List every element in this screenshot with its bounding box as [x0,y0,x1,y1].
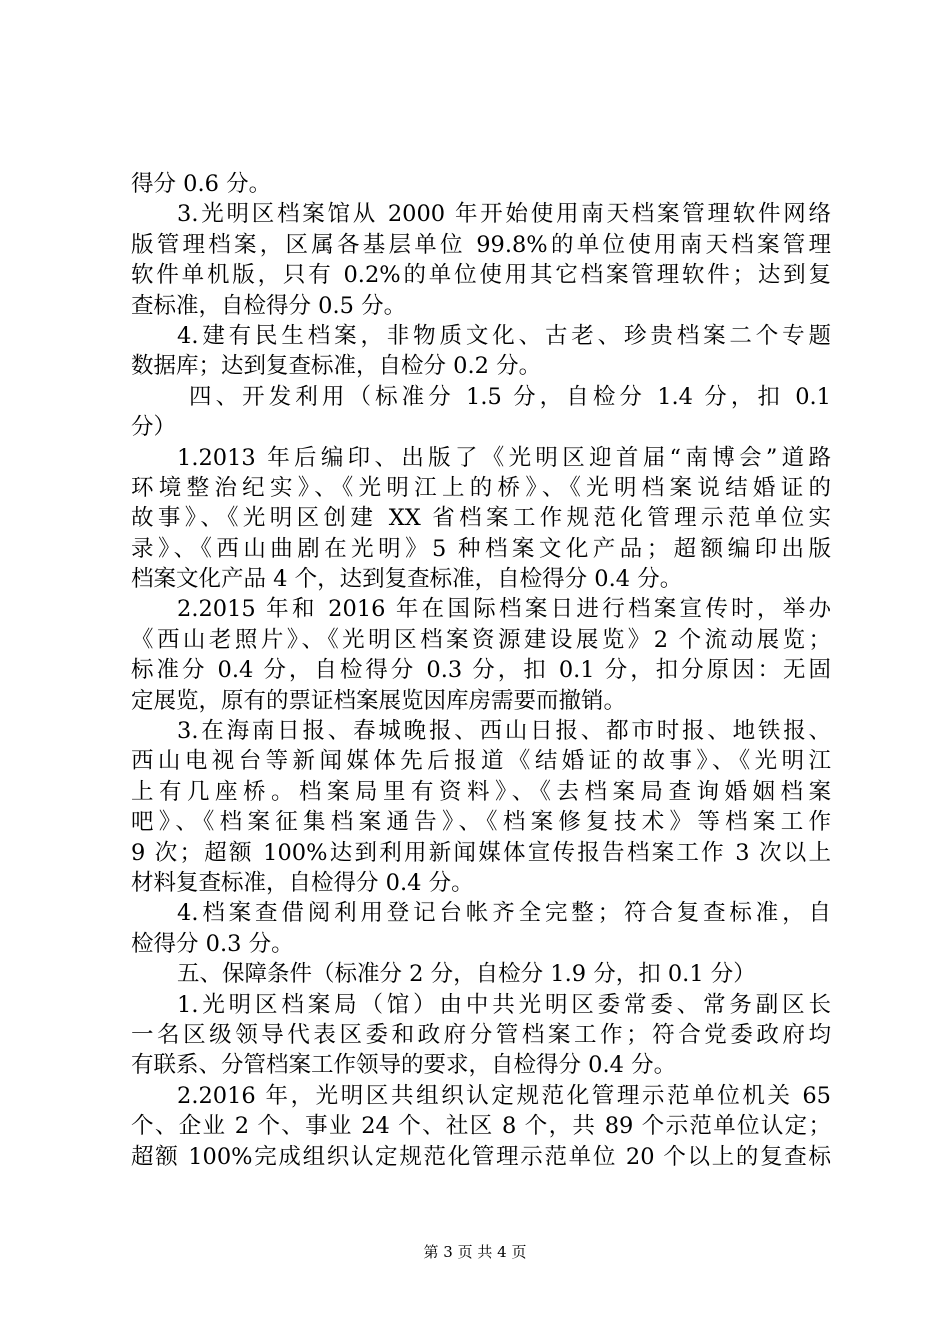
document-body [131,169,831,1172]
text-line: 档案文化产品 4 个，达到复查标准，自检得分 0.4 分。 [131,566,683,593]
text-line: 有联系、分管档案工作领导的要求，自检得分 0.4 分。 [131,1052,677,1079]
text-line: 4.档案查借阅利用登记台帐齐全完整；符合复查标准，自 [177,900,831,927]
text-line: 数据库；达到复查标准，自检分 0.2 分。 [131,353,542,380]
text-line: 3.在海南日报、春城晚报、西山日报、都市时报、地铁报、 [177,718,831,745]
text-line: 软件单机版，只有 0.2%的单位使用其它档案管理软件；达到复 [131,262,831,289]
text-line: 分） [131,414,177,441]
text-line: 个、企业 2 个、事业 24 个、社区 8 个，共 89 个示范单位认定； [131,1113,831,1140]
text-line: 四、开发利用（标准分 1.5 分，自检分 1.4 分，扣 0.1 [189,383,831,410]
text-line: 检得分 0.3 分。 [131,930,294,957]
text-line: 4.建有民生档案，非物质文化、古老、珍贵档案二个专题 [177,322,831,349]
text-line: 环境整治纪实》、《光明江上的桥》、《光明档案说结婚证的 [131,474,831,501]
text-line: 超额 100%完成组织认定规范化管理示范单位 20 个以上的复查标 [131,1143,831,1170]
text-line: 2.2015 年和 2016 年在国际档案日进行档案宣传时，举办 [177,596,831,623]
text-line: 版管理档案，区属各基层单位 99.8%的单位使用南天档案管理 [131,231,831,258]
text-line: 《西山老照片》、《光明区档案资源建设展览》2 个流动展览； [131,626,831,653]
text-line: 2.2016 年，光明区共组织认定规范化管理示范单位机关 65 [177,1082,831,1109]
text-line: 得分 0.6 分。 [131,171,272,197]
text-line: 查标准，自检得分 0.5 分。 [131,292,407,319]
text-line: 西山电视台等新闻媒体先后报道《结婚证的故事》、《光明江 [131,748,831,775]
text-line: 吧》、《档案征集档案通告》、《档案修复技术》等档案工作 [131,809,831,836]
text-line: 故事》、《光明区创建 XX 省档案工作规范化管理示范单位实 [131,505,831,532]
text-line: 定展览，原有的票证档案展览因库房需要而撤销。 [131,687,627,714]
text-line: 一名区级领导代表区委和政府分管档案工作；符合党委政府均 [131,1021,831,1048]
text-line: 1.2013 年后编印、出版了《光明区迎首届“南博会”道路 [177,444,831,471]
text-line: 录》、《西山曲剧在光明》5 种档案文化产品；超额编印出版 [131,535,831,562]
text-line: 9 次；超额 100%达到利用新闻媒体宣传报告档案工作 3 次以上 [131,839,831,866]
text-line: 上有几座桥。档案局里有资料》、《去档案局查询婚姻档案 [131,778,831,805]
page-number: 第 3 页 共 4 页 [423,1243,527,1261]
text-line: 3.光明区档案馆从 2000 年开始使用南天档案管理软件网络 [177,201,831,228]
text-line: 材料复查标准，自检得分 0.4 分。 [131,869,474,896]
text-line: 五、保障条件（标准分 2 分，自检分 1.9 分，扣 0.1 分） [177,961,756,988]
text-line: 1.光明区档案局（馆）由中共光明区委常委、常务副区长 [177,991,831,1018]
page-footer [0,1242,950,1262]
text-line: 标准分 0.4 分，自检得分 0.3 分，扣 0.1 分，扣分原因：无固 [131,657,831,684]
